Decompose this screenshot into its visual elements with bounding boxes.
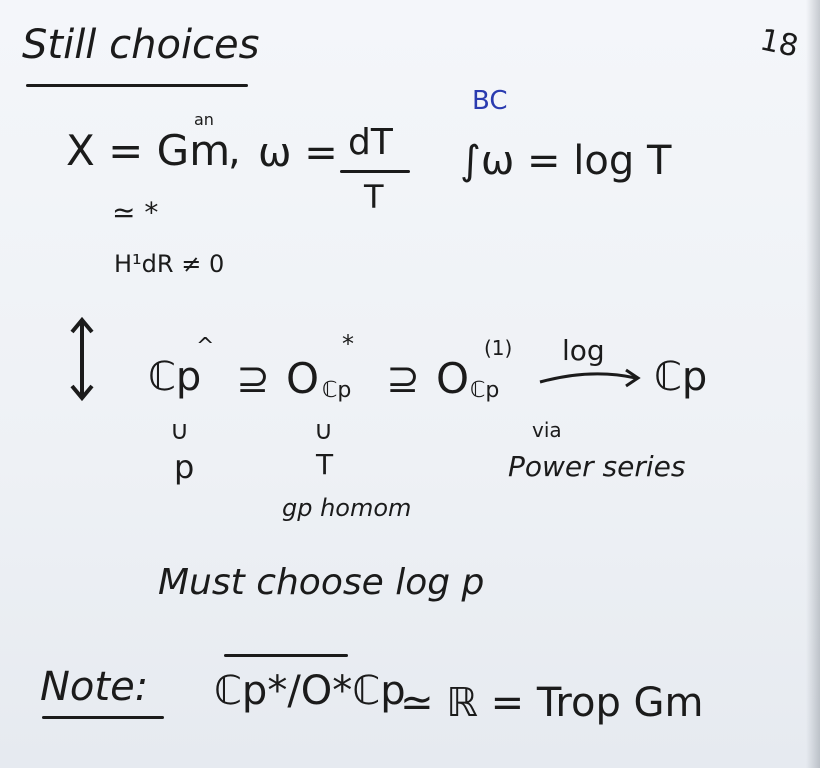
fraction-numerator: dT: [348, 122, 393, 163]
o-cp-sub: ℂp: [322, 378, 352, 403]
c-p-hat: ^: [196, 334, 215, 359]
vertical-double-arrow: [62, 310, 102, 410]
target-c-p: ℂp: [654, 354, 708, 400]
log-arrow: [536, 362, 646, 392]
row1-comma: ,: [228, 128, 241, 174]
bc-label: BC: [472, 86, 508, 116]
approx-star: ≃ *: [112, 196, 159, 229]
must-choose-log-p: Must choose log p: [158, 562, 485, 603]
omega-equals: ω =: [258, 130, 338, 176]
union-2: ∪: [314, 416, 334, 446]
supset-2: ⊇: [386, 356, 420, 402]
note-result: ≃ ℝ = Trop Gm: [400, 680, 704, 726]
x-superscript-an: an: [194, 110, 214, 129]
power-series-label: Power series: [508, 450, 686, 483]
quotient-overline: [224, 654, 348, 657]
o-cp-star: *: [342, 330, 354, 358]
supset-1: ⊇: [236, 356, 270, 402]
note-underline: [42, 716, 164, 719]
log-label: log: [562, 334, 605, 367]
t-element: T: [316, 448, 334, 481]
de-rham-nonzero: H¹dR ≠ 0: [114, 250, 225, 278]
gp-homom-label: gp homom: [282, 494, 412, 522]
o-cp: O: [286, 354, 320, 403]
board-edge-shadow: [806, 0, 820, 768]
p-element: p: [174, 448, 195, 486]
page-number: 18: [756, 22, 802, 65]
quotient-expression: ℂp*/O*ℂp: [214, 668, 406, 714]
note-label: Note:: [40, 664, 149, 710]
integral-equation: ∫ω = log T: [460, 138, 672, 184]
x-equals-gm: X = Gm: [66, 126, 231, 175]
via-label: via: [532, 418, 562, 442]
heading-underline: [26, 84, 248, 87]
fraction-bar: [340, 170, 410, 173]
o-cp1-sub: ℂp: [470, 378, 500, 403]
o-cp1: O: [436, 354, 470, 403]
c-p: ℂp: [148, 354, 202, 400]
heading-title: Still choices: [22, 22, 260, 68]
o-cp1-sup: (1): [484, 336, 513, 360]
fraction-denominator: T: [364, 178, 384, 216]
union-1: ∪: [170, 416, 190, 446]
